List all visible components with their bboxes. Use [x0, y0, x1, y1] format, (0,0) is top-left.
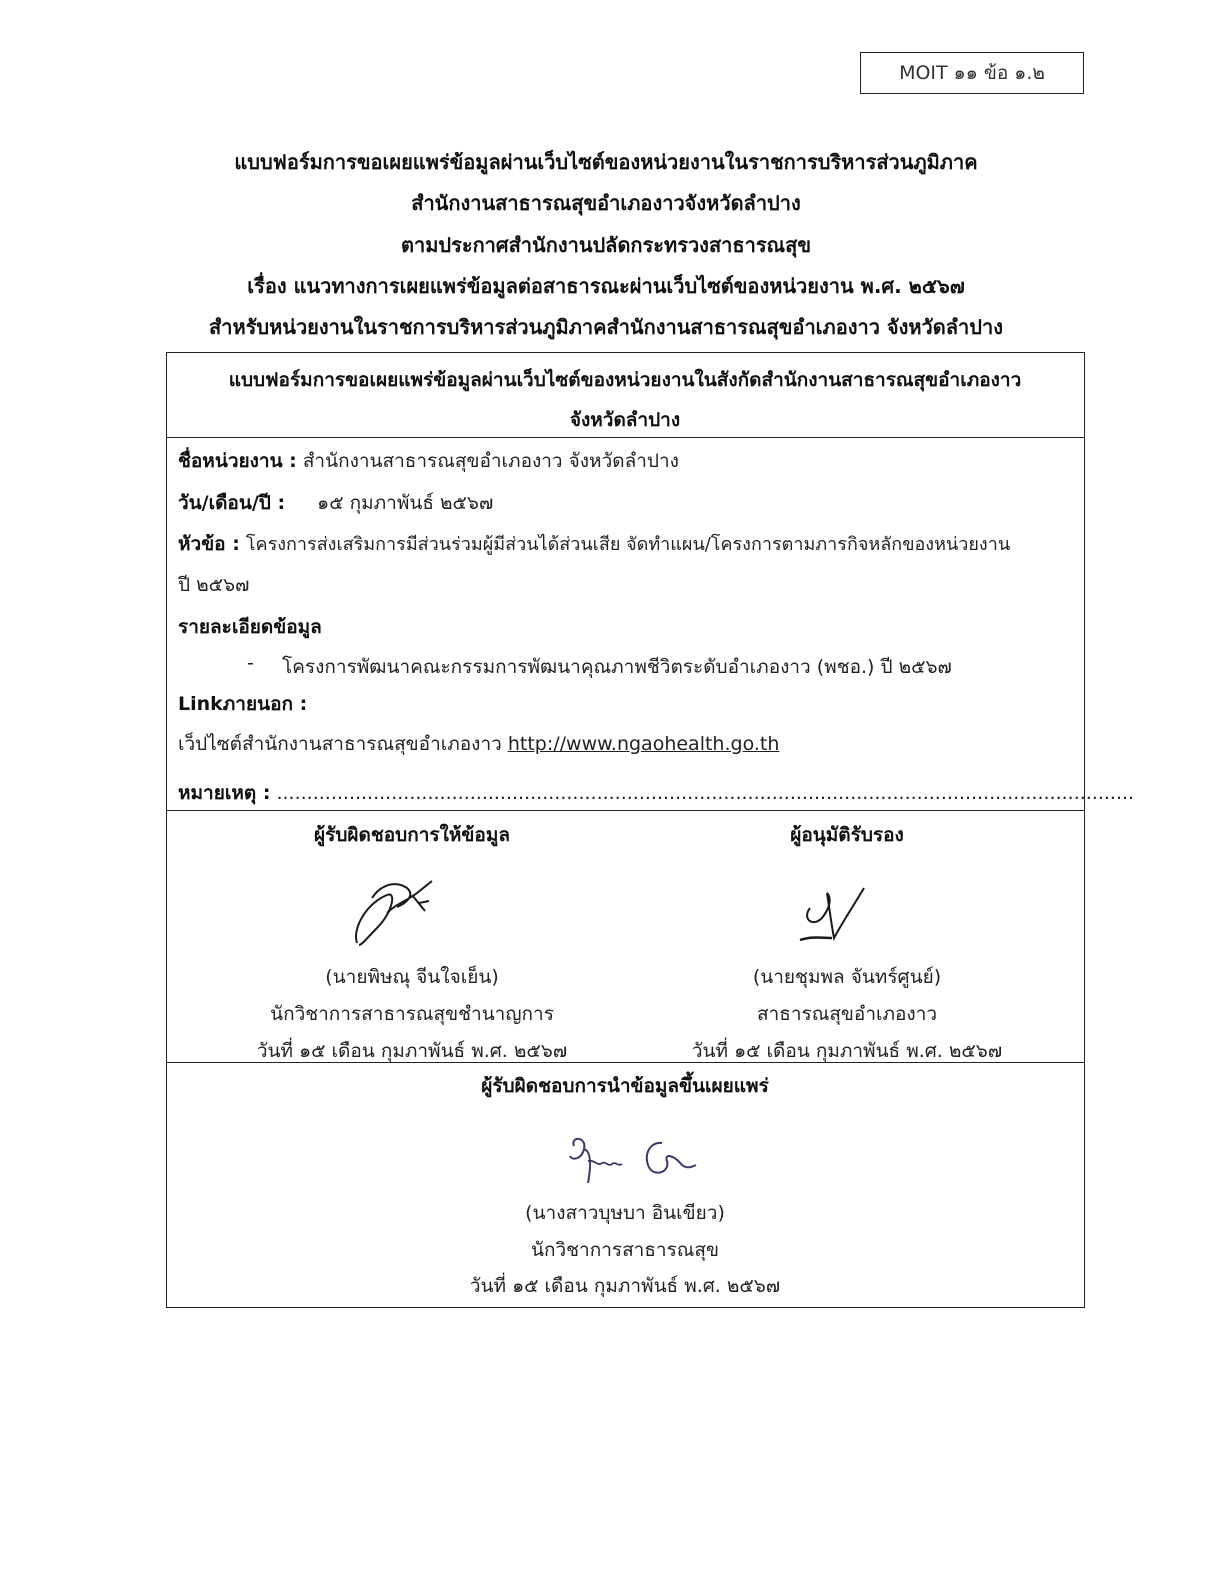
- form-divider-title: [167, 437, 1084, 438]
- topic-value-line-2: ปี ๒๕๖๗: [178, 574, 250, 596]
- external-link-label: Linkภายนอก :: [178, 693, 308, 715]
- publisher-signature: [562, 1131, 702, 1191]
- responsible-title: ผู้รับผิดชอบการให้ข้อมูล: [314, 824, 510, 846]
- header-line-3: ตามประกาศสำนักงานปลัดกระทรวงสาธารณสุข: [400, 233, 811, 257]
- publisher-title: ผู้รับผิดชอบการนำข้อมูลขึ้นเผยแพร่: [481, 1075, 769, 1097]
- header-line-2: สำนักงานสาธารณสุขอำเภองาวจังหวัดลำปาง: [411, 191, 801, 215]
- approver-signature: [792, 878, 882, 948]
- note-dots: ..............................................................................................................................................: [276, 782, 1135, 804]
- approver-position: สาธารณสุขอำเภองาว: [756, 1003, 938, 1025]
- publication-request-form: [166, 352, 1135, 1308]
- approver-date: วันที่ ๑๕ เดือน กุมภาพันธ์ พ.ศ. ๒๕๖๗: [691, 1040, 1003, 1062]
- publisher-date: วันที่ ๑๕ เดือน กุมภาพันธ์ พ.ศ. ๒๕๖๗: [469, 1275, 781, 1297]
- date-label: วัน/เดือน/ปี :: [178, 492, 286, 514]
- form-divider-signatures: [167, 810, 1084, 811]
- date-value: ๑๕ กุมภาพันธ์ ๒๕๖๗: [317, 492, 494, 514]
- topic-label: หัวข้อ :: [178, 533, 240, 555]
- header-line-5: สำหรับหน่วยงานในราชการบริหารส่วนภูมิภาคสำนักงานสาธารณสุขอำเภองาว จังหวัดลำปาง: [209, 315, 1003, 339]
- publisher-name: (นางสาวบุษบา อินเขียว): [525, 1202, 725, 1224]
- details-item: โครงการพัฒนาคณะกรรมการพัฒนาคุณภาพชีวิตระดับอำเภองาว (พชอ.) ปี ๒๕๖๗: [282, 656, 952, 678]
- publisher-position: นักวิชาการสาธารณสุข: [530, 1239, 720, 1261]
- unit-row: [178, 446, 679, 476]
- document-reference-box: MOIT ๑๑ ข้อ ๑.๒: [860, 52, 1084, 94]
- form-title-line-1: แบบฟอร์มการขอเผยแพร่ข้อมูลผ่านเว็บไซต์ของหน่วยงานในสังกัดสำนักงานสาธารณสุขอำเภองาว: [228, 369, 1022, 391]
- link-row: [178, 729, 779, 759]
- header-line-4: เรื่อง แนวทางการเผยแพร่ข้อมูลต่อสาธารณะผ่านเว็บไซต์ของหน่วยงาน พ.ศ. ๒๕๖๗: [247, 274, 965, 298]
- details-label: รายละเอียดข้อมูล: [178, 616, 322, 638]
- website-link[interactable]: http://www.ngaohealth.go.th: [507, 733, 780, 755]
- form-title-line-2: จังหวัดลำปาง: [569, 409, 681, 431]
- topic-row: [178, 529, 1010, 559]
- responsible-signature: [337, 873, 447, 953]
- header-line-1: แบบฟอร์มการขอเผยแพร่ข้อมูลผ่านเว็บไซต์ของหน่วยงานในราชการบริหารส่วนภูมิภาค: [234, 150, 978, 174]
- note-row: [178, 778, 1134, 808]
- date-row: [178, 488, 493, 518]
- responsible-position: นักวิชาการสาธารณสุขชำนาญการ: [270, 1003, 554, 1025]
- unit-label: ชื่อหน่วยงาน :: [178, 450, 297, 472]
- unit-value: สำนักงานสาธารณสุขอำเภองาว จังหวัดลำปาง: [302, 450, 679, 472]
- topic-value-line-1: โครงการส่งเสริมการมีส่วนร่วมผู้มีส่วนได้ส่วนเสีย จัดทำแผน/โครงการตามภารกิจหลักของหน่วยงาน: [245, 534, 1011, 555]
- responsible-date: วันที่ ๑๕ เดือน กุมภาพันธ์ พ.ศ. ๒๕๖๗: [256, 1040, 568, 1062]
- link-prefix: เว็ปไซต์สำนักงานสาธารณสุขอำเภองาว: [178, 733, 502, 755]
- approver-name: (นายชุมพล จันทร์ศูนย์): [752, 966, 942, 988]
- approver-title: ผู้อนุมัติรับรอง: [790, 824, 904, 846]
- details-bullet: -: [247, 652, 254, 674]
- responsible-name: (นายพิษณุ จีนใจเย็น): [325, 966, 499, 988]
- form-divider-publisher: [167, 1062, 1084, 1063]
- note-label: หมายเหตุ :: [178, 782, 271, 804]
